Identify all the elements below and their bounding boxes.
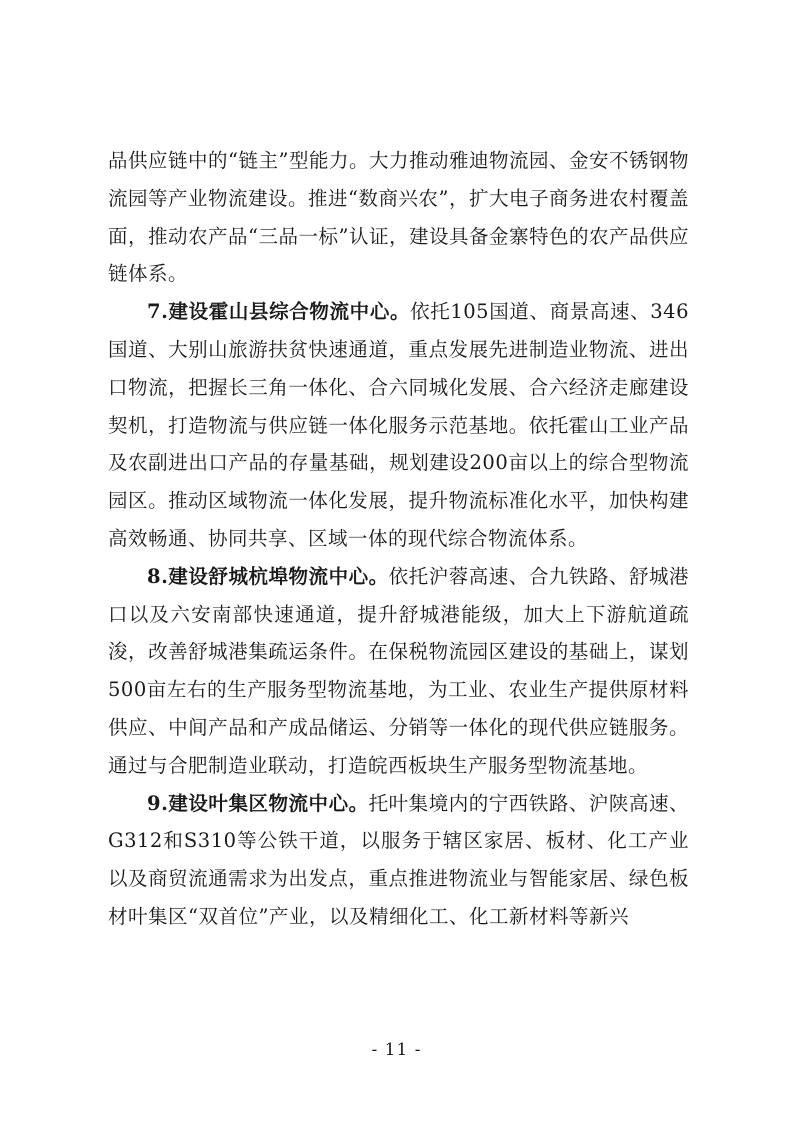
paragraph-text: 托叶集境内的宁西铁路、沪陕高速、G312和S310等公铁干道，以服务于辖区家居、板材、化工产业以及商贸流通需求为出发点，重点推进物流业与智能家居、绿色板材叶集区“双首位”产业，以及精细化工、化工新材料等新兴 (108, 791, 689, 928)
paragraph-continuation (108, 142, 689, 293)
document-body (108, 142, 689, 936)
paragraph-yeji (108, 785, 689, 936)
paragraph-shucheng (108, 558, 689, 785)
page-number: - 11 - (371, 1040, 422, 1060)
paragraph-heading: 8.建设舒城杭埠物流中心。 (147, 564, 389, 588)
paragraph-text: 依托105国道、商景高速、346国道、大别山旅游扶贫快速通道，重点发展先进制造业物流、进出口物流，把握长三角一体化、合六同城化发展、合六经济走廊建设契机，打造物流与供应链一体化服务示范基地。依托霍山工业产品及农副进出口产品的存量基础，规划建设200亩以上的综合型物流园区。推动区域物流一体化发展，提升物流标准化水平，加快构建高效畅通、协同共享、区域一体的现代综合物流体系。 (108, 300, 689, 550)
paragraph-heading: 9.建设叶集区物流中心。 (147, 791, 369, 815)
paragraph-huoshan (108, 293, 689, 558)
paragraph-text: 依托沪蓉高速、合九铁路、舒城港口以及六安南部快速通道，提升舒城港能级，加大上下游航道疏浚，改善舒城港集疏运条件。在保税物流园区建设的基础上，谋划500亩左右的生产服务型物流基地，为工业、农业生产提供原材料供应、中间产品和产成品储运、分销等一体化的现代供应链服务。通过与合肥制造业联动，打造皖西板块生产服务型物流基地。 (108, 564, 689, 777)
paragraph-heading: 7.建设霍山县综合物流中心。 (147, 300, 411, 324)
paragraph-text: 品供应链中的“链主”型能力。大力推动雅迪物流园、金安不锈钢物流园等产业物流建设。推进“数商兴农”，扩大电子商务进农村覆盖面，推动农产品“三品一标”认证，建设具备金寨特色的农产品供应链体系。 (108, 149, 689, 286)
